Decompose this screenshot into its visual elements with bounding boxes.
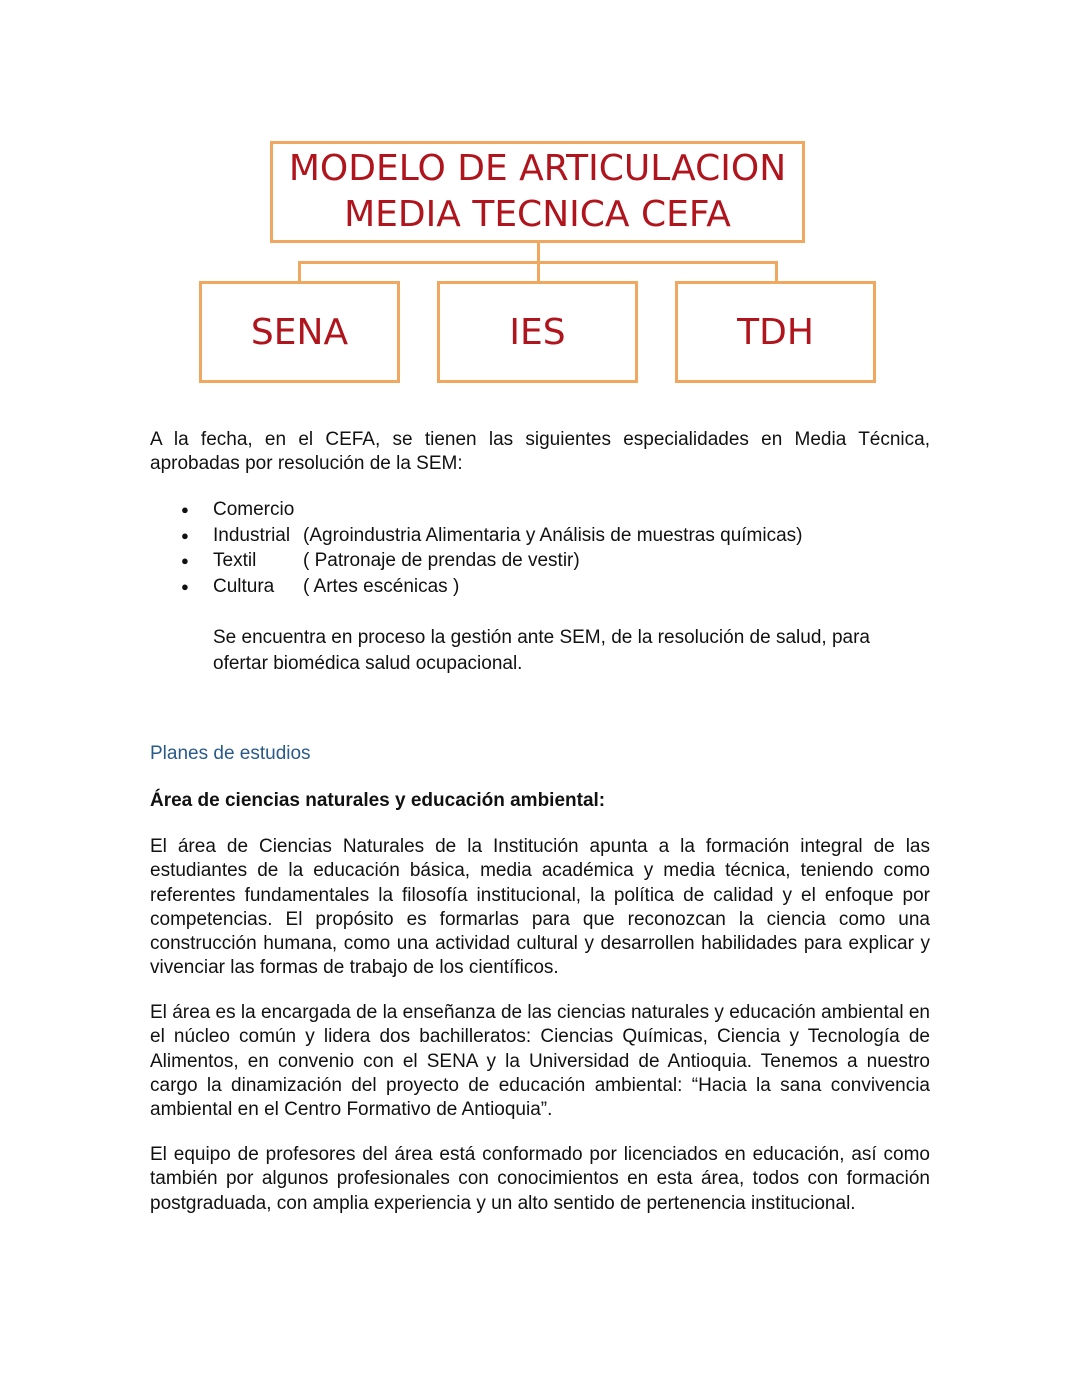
diagram-box-sena: SENA [199, 281, 400, 383]
specialty-label: Industrial [213, 524, 291, 546]
paragraph: El equipo de profesores del área está conformado por licenciados en educación, así como también por algunos profesionales con conocimientos en esta área, todos con formación postgraduada, con amplia experiencia y un alto sentido de pertenencia institucional. [150, 1144, 930, 1214]
connector-line [775, 261, 778, 283]
area-heading: Área de ciencias naturales y educación ambiental: [150, 790, 606, 811]
list-item [213, 574, 802, 600]
specialty-detail: (Agroindustria Alimentaria y Análisis de muestras químicas) [303, 524, 803, 546]
paragraph: El área de Ciencias Naturales de la Institución apunta a la formación integral de las estudiantes de la educación básica, media académica y media técnica, teniendo como referentes fundamentales la filosofía institucional, la política de calidad y el enfoque por competencias. El propósito es formarlas para que reconozcan la ciencia como una construcción humana, como una actividad cultural y desarrollen habilidades para explicar y vivenciar las formas de trabajo de los científicos. [150, 836, 930, 979]
connector-line [298, 261, 301, 283]
specialty-label: Cultura [213, 575, 275, 597]
list-item [213, 523, 802, 549]
diagram-title-line1: MODELO DE ARTICULACION [288, 148, 787, 189]
process-note: Se encuentra en proceso la gestión ante SEM, de la resolución de salud, para ofertar biomédica salud ocupacional. [213, 627, 870, 674]
list-item [213, 548, 802, 574]
specialty-label: Comercio [213, 499, 295, 520]
intro-paragraph: A la fecha, en el CEFA, se tienen las siguientes especialidades en Media Técnica, aprobadas por resolución de la SEM: [150, 429, 930, 475]
diagram-box-ies: IES [437, 281, 638, 383]
diagram-box-tdh: TDH [675, 281, 876, 383]
specialty-detail: ( Artes escénicas ) [303, 575, 460, 597]
specialty-detail: ( Patronaje de prendas de vestir) [303, 550, 580, 572]
diagram-title-line2: MEDIA TECNICA CEFA [344, 194, 731, 235]
section-heading: Planes de estudios [150, 743, 311, 764]
list-item [213, 497, 802, 523]
paragraph: El área es la encargada de la enseñanza de las ciencias naturales y educación ambiental en el núcleo común y lidera dos bachilleratos: Ciencias Químicas, Ciencia y Tecnología de Alimentos, en convenio con el SENA y la Universidad de Antioquia. Tenemos a nuestro cargo la dinamización del proyecto de educación ambiental: “Hacia la sana convivencia ambiental en el Centro Formativo de Antioquia”. [150, 1002, 930, 1121]
diagram-root-box [270, 141, 805, 243]
connector-line [298, 261, 778, 264]
specialty-label: Textil [213, 550, 257, 572]
specialties-list [150, 497, 802, 599]
